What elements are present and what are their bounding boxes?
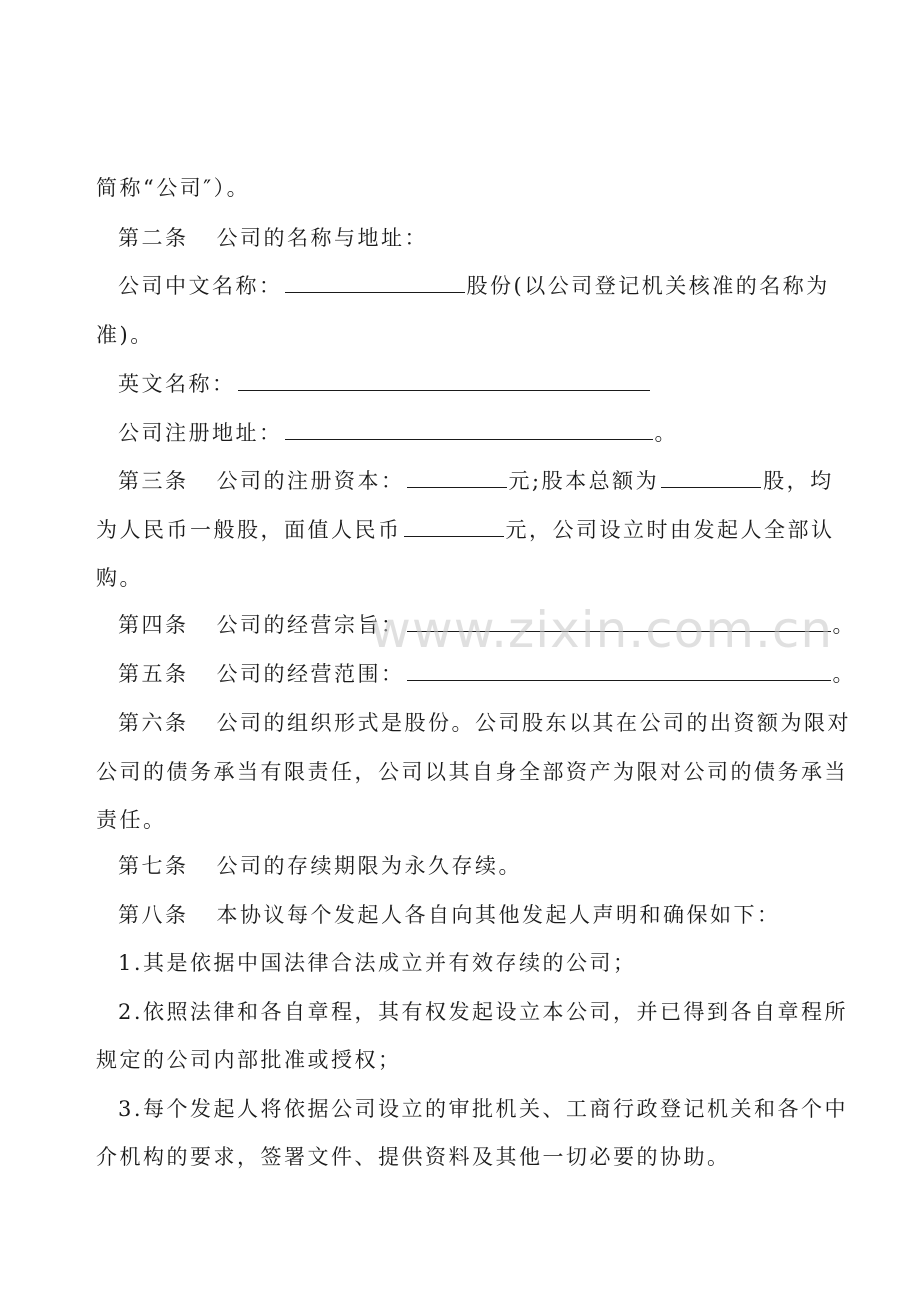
english-name-line: 英文名称： bbox=[118, 368, 652, 398]
registered-capital-blank[interactable] bbox=[407, 469, 507, 488]
article-8-line: 第八条 本协议每个发起人各自向其他发起人声明和确保如下： bbox=[118, 903, 781, 927]
article-number: 第七条 bbox=[118, 854, 189, 878]
article-number: 第八条 bbox=[118, 903, 189, 927]
par-value-blank[interactable] bbox=[404, 518, 504, 537]
chinese-name-blank[interactable] bbox=[285, 274, 465, 293]
list-item: 1.其是依据中国法律合法成立并有效存续的公司； bbox=[118, 951, 637, 975]
registered-address-blank[interactable] bbox=[285, 421, 653, 440]
article-6-line: 第六条 公司的组织形式是股份。公司股东以其在公司的出资额为限对 bbox=[118, 711, 851, 735]
article-4-line: 第四条 公司的经营宗旨： 。 bbox=[118, 613, 856, 637]
english-name-blank[interactable] bbox=[238, 372, 650, 391]
business-scope-blank[interactable] bbox=[407, 662, 831, 681]
watermark: www.zixin.com.cn bbox=[370, 601, 834, 659]
paragraph-line: 介机构的要求，签署文件、提供资料及其他一切必要的协助。 bbox=[96, 1145, 731, 1169]
article-number: 第三条 bbox=[118, 469, 189, 493]
article-2-heading: 第二条 公司的名称与地址： bbox=[118, 226, 428, 250]
article-number: 第二条 bbox=[118, 226, 189, 250]
paragraph-line: 简称“公司″）。 bbox=[96, 176, 251, 200]
paragraph-line: 准)。 bbox=[96, 323, 154, 347]
total-shares-blank[interactable] bbox=[661, 469, 761, 488]
article-7-line: 第七条 公司的存续期限为永久存续。 bbox=[118, 854, 522, 878]
registered-address-line: 公司注册地址： 。 bbox=[118, 421, 678, 445]
paragraph-line: 公司的债务承当有限责任，公司以其自身全部资产为限对公司的债务承当 bbox=[96, 760, 848, 784]
paragraph-line: 购。 bbox=[96, 566, 143, 590]
chinese-name-line: 公司中文名称： 股份(以公司登记机关核准的名称为 bbox=[118, 274, 830, 298]
article-5-line: 第五条 公司的经营范围： 。 bbox=[118, 662, 856, 686]
article-3-line: 第三条 公司的注册资本： 元;股本总额为 股，均 bbox=[118, 469, 834, 493]
paragraph-line: 规定的公司内部批准或授权； bbox=[96, 1048, 402, 1072]
article-number: 第五条 bbox=[118, 662, 189, 686]
list-item: 2.依照法律和各自章程，其有权发起设立本公司，并已得到各自章程所 bbox=[118, 1000, 849, 1024]
article-3-line: 为人民币一般股，面值人民币 元，公司设立时由发起人全部认 bbox=[96, 518, 835, 542]
list-item: 3.每个发起人将依据公司设立的审批机关、工商行政登记机关和各个中 bbox=[118, 1097, 849, 1121]
article-number: 第六条 bbox=[118, 711, 189, 735]
article-number: 第四条 bbox=[118, 613, 189, 637]
paragraph-line: 责任。 bbox=[96, 808, 167, 832]
